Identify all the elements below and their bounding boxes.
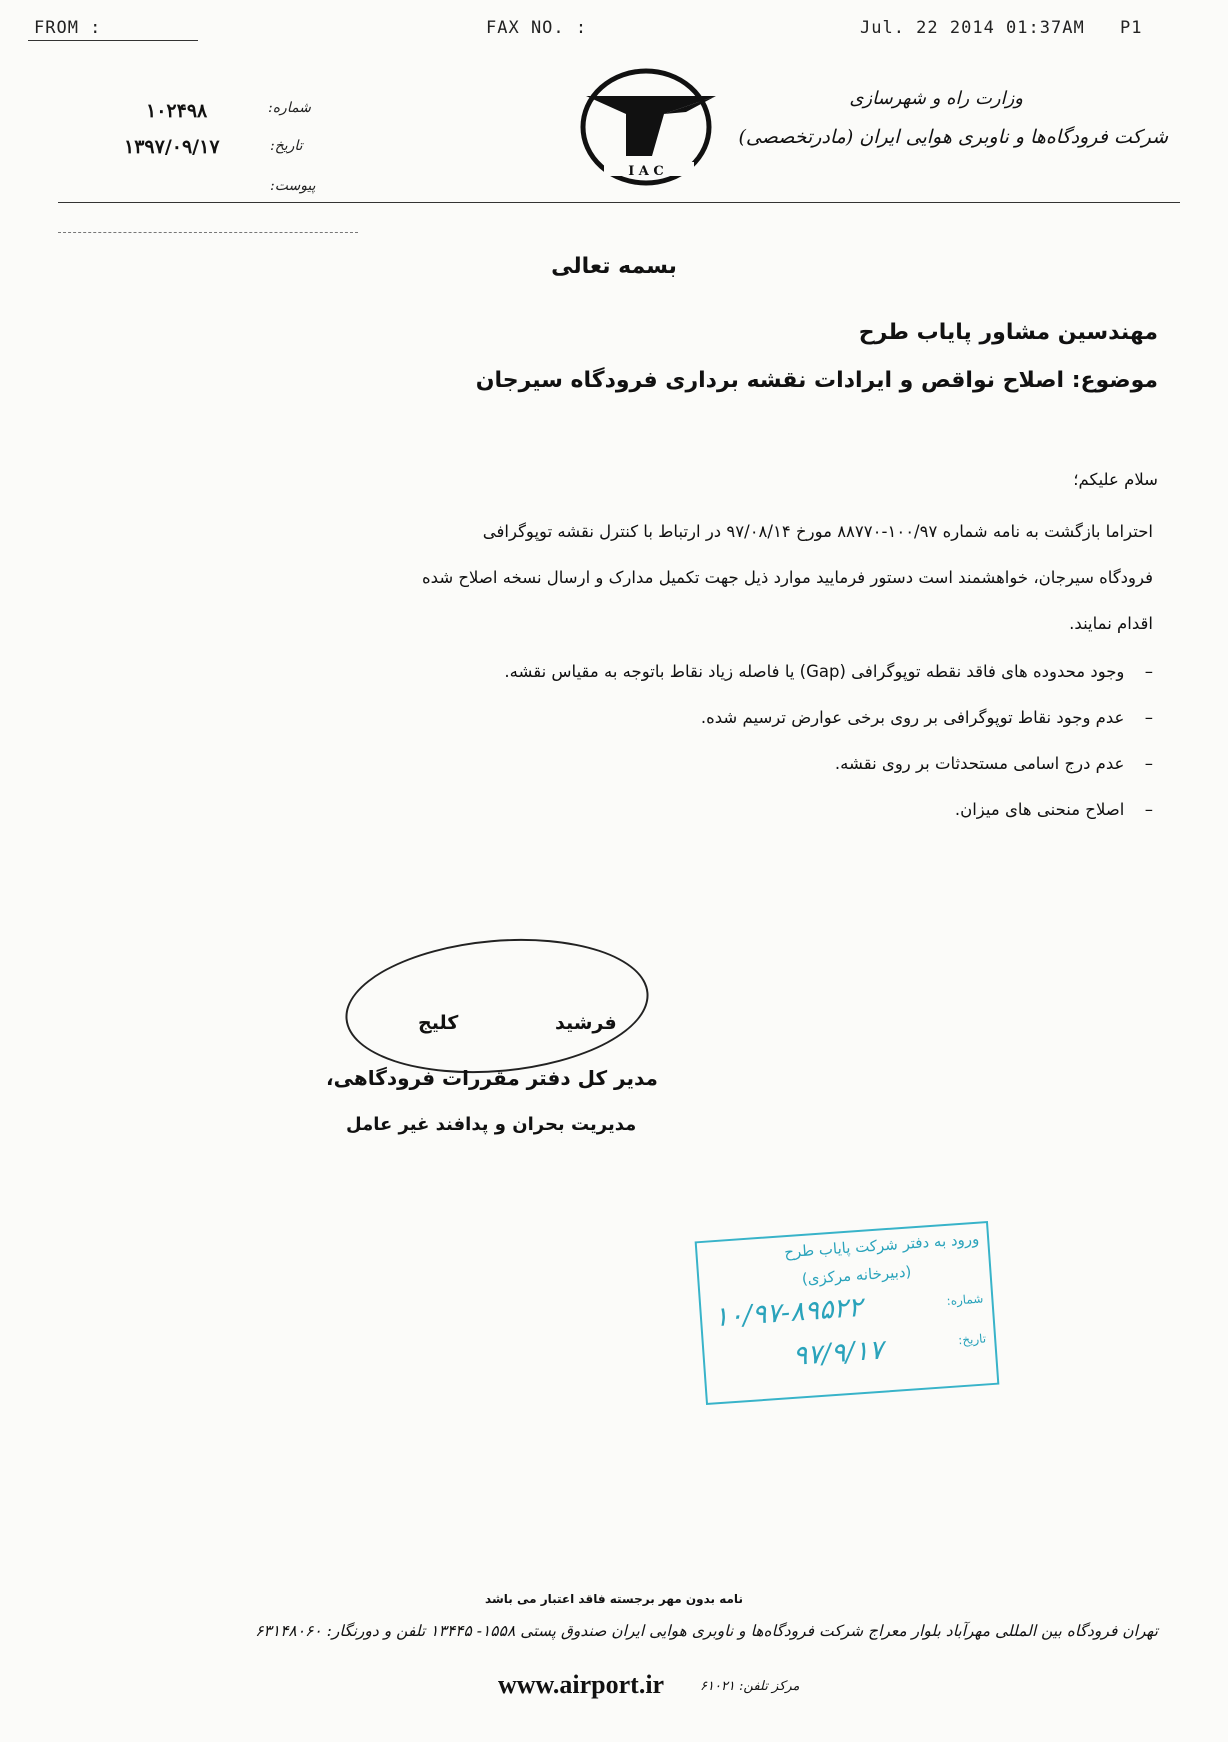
signer-first-name: فرشید — [555, 1012, 617, 1034]
list-item-text: عدم درج اسامی مستحدثات بر روی نقشه. — [834, 754, 1125, 773]
paragraph-line: فرودگاه سیرجان، خواهشمند است دستور فرمایید موارد ذیل جهت تکمیل مدارک و ارسال نسخه اصلاح شده — [422, 568, 1153, 587]
fax-from-label: FROM : — [34, 18, 102, 38]
fax-number-label: FAX NO. : — [486, 18, 588, 38]
attachment-label: پیوست: — [270, 178, 316, 194]
fax-from-line — [28, 40, 198, 41]
stamp-number-label: شماره: — [946, 1291, 984, 1309]
stamp-date-label: تاریخ: — [957, 1331, 987, 1348]
fax-page: P1 — [1120, 18, 1143, 38]
signer-last-name: کلیج — [418, 1012, 459, 1034]
footer-website: www.airport.ir — [498, 1670, 665, 1699]
company-name: شرکت فرودگاه‌ها و ناوبری هوایی ایران (مادرتخصصی) — [738, 126, 1168, 148]
paragraph-line: احتراما بازگشت به نامه شماره ۱۰۰/۹۷-۸۸۷۷۰ مورخ ۹۷/۰۸/۱۴ در ارتباط با کنترل نقشه توپوگرافی — [482, 522, 1153, 541]
addressee: مهندسین مشاور پایاب طرح — [858, 320, 1158, 345]
ministry-name: وزارت راه و شهرسازی — [849, 88, 1023, 109]
letter-number-label: شماره: — [268, 100, 311, 116]
basmala: بسمه تعالی — [551, 254, 677, 279]
signature-scribble — [340, 927, 654, 1085]
fax-datetime: Jul. 22 2014 01:37AM — [860, 18, 1085, 38]
iac-logo — [566, 62, 726, 192]
list-item-text: اصلاح منحنی های میزان. — [954, 800, 1125, 819]
footer-validity-note: نامه بدون مهر برجسته فاقد اعتبار می باشد — [485, 1592, 743, 1606]
list-bullet: – — [1144, 708, 1153, 727]
stamp-number: ۱۰/۹۷-۸۹۵۲۲ — [712, 1291, 864, 1334]
signer-title: مدیر کل دفتر مقررات فرودگاهی، — [326, 1066, 658, 1090]
letter-number: ۱۰۲۴۹۸ — [146, 100, 208, 122]
paragraph-line: اقدام نمایند. — [1069, 614, 1153, 633]
footer-phone-center: مرکز تلفن: ۶۱۰۲۱ — [700, 1679, 800, 1694]
stamp-date: ۹۷/۹/۱۷ — [791, 1334, 885, 1372]
greeting: سلام علیکم؛ — [1073, 470, 1158, 489]
logo-text: I A C — [628, 164, 664, 179]
receipt-stamp — [695, 1221, 1000, 1405]
footer-address: تهران فرودگاه بین المللی مهرآباد بلوار معراج شرکت فرودگاه‌ها و ناوبری هوایی ایران صندوق پستی ۱۵۵۸- ۱۳۴۴۵ تلفن و دورنگار: ۶۳۱۴۸۰۶۰ — [255, 1622, 1158, 1640]
list-item — [955, 800, 1153, 819]
letter-date-label: تاریخ: — [270, 138, 303, 154]
stamp-title: ورود به دفتر شرکت پایاب طرح — [783, 1229, 980, 1262]
stamp-subtitle: (دبیرخانه مرکزی) — [801, 1262, 912, 1289]
list-item — [504, 662, 1153, 681]
list-item-text: وجود محدوده های فاقد نقطه توپوگرافی (Gap) یا فاصله زیاد نقاط باتوجه به مقیاس نقشه. — [504, 662, 1125, 681]
list-item — [835, 754, 1153, 773]
header-divider — [58, 202, 1180, 203]
signer-department: مدیریت بحران و پدافند غیر عامل — [346, 1114, 637, 1135]
header-dash-line — [58, 232, 358, 233]
list-item-text: عدم وجود نقاط توپوگرافی بر روی برخی عوارض ترسیم شده. — [700, 708, 1125, 727]
list-item — [701, 708, 1153, 727]
letter-date: ۱۳۹۷/۰۹/۱۷ — [124, 136, 220, 158]
list-bullet: – — [1144, 754, 1153, 773]
list-bullet: – — [1144, 662, 1153, 681]
list-bullet: – — [1144, 800, 1153, 819]
subject-line: موضوع: اصلاح نواقص و ایرادات نقشه برداری فرودگاه سیرجان — [475, 368, 1158, 393]
